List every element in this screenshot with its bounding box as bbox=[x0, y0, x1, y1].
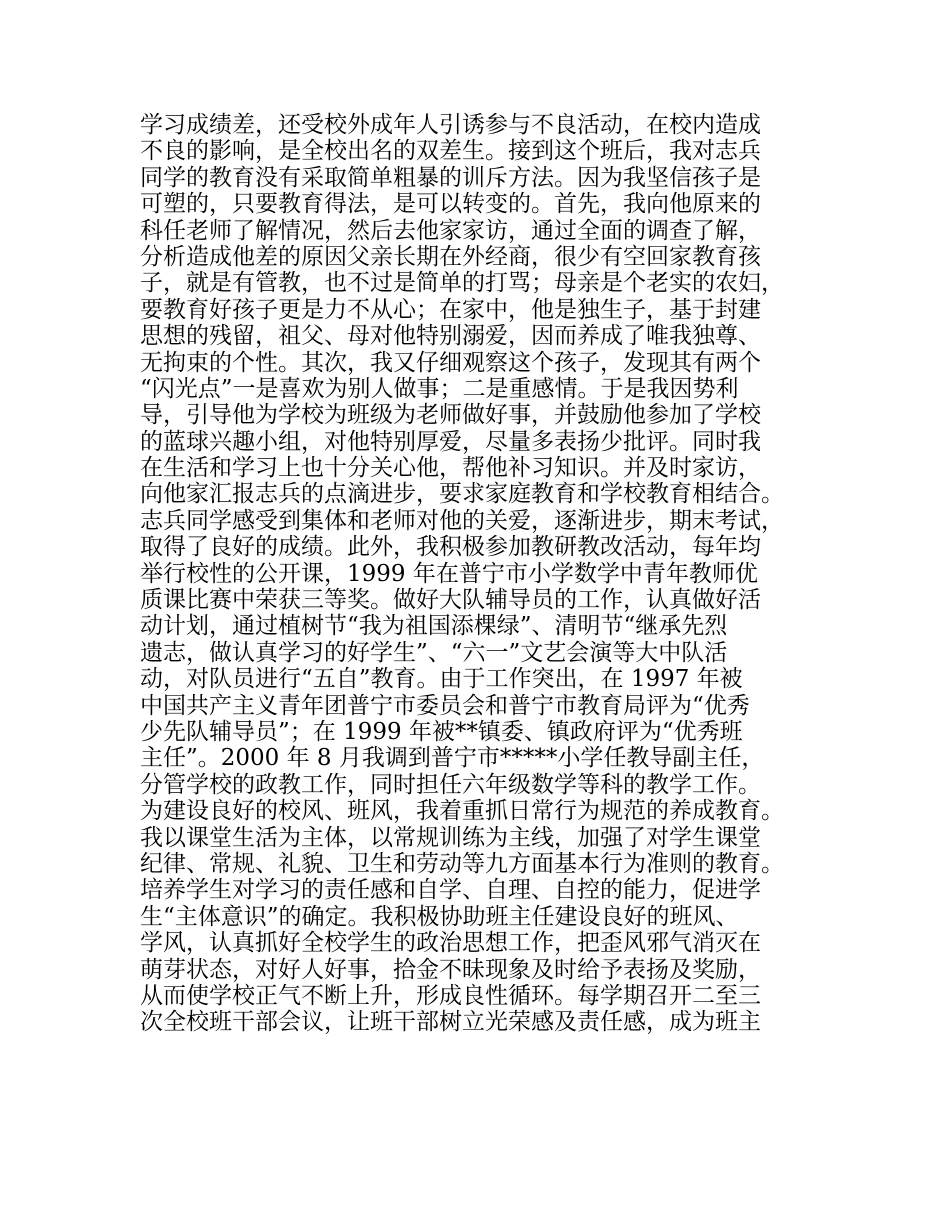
text-line: 思想的残留，祖父、母对他特别溺爱，因而养成了唯我独尊、 bbox=[140, 323, 761, 350]
text-line: 科任老师了解情况，然后去他家家访，通过全面的调查了解， bbox=[140, 217, 761, 244]
text-line: 中国共产主义青年团普宁市委员会和普宁市教育局评为“优秀 bbox=[140, 692, 750, 719]
text-line: 分管学校的政教工作，同时担任六年级数学等科的教学工作。 bbox=[140, 771, 761, 798]
text-line: 要教育好孩子更是力不从心；在家中，他是独生子，基于封建 bbox=[140, 296, 761, 323]
text-line: 主任”。2000 年 8 月我调到普宁市*****小学任教导副主任， bbox=[140, 745, 765, 772]
text-line: 纪律、常规、礼貌、卫生和劳动等九方面基本行为准则的教育。 bbox=[140, 850, 784, 877]
body-text bbox=[140, 112, 840, 1036]
text-line: 在生活和学习上也十分关心他，帮他补习知识。并及时家访， bbox=[140, 455, 761, 482]
text-line: “闪光点”一是喜欢为别人做事；二是重感情。于是我因势利 bbox=[140, 375, 739, 402]
text-line: 从而使学校正气不断上升，形成良性循环。每学期召开二至三 bbox=[140, 982, 761, 1009]
text-line: 志兵同学感受到集体和老师对他的关爱，逐渐进步，期末考试， bbox=[140, 507, 784, 534]
text-line: 动，对队员进行“五自”教育。由于工作突出，在 1997 年被 bbox=[140, 666, 743, 693]
text-line: 质课比赛中荣获三等奖。做好大队辅导员的工作，认真做好活 bbox=[140, 587, 761, 614]
text-line: 生“主体意识”的确定。我积极协助班主任建设良好的班风、 bbox=[140, 903, 739, 930]
text-line: 学习成绩差，还受校外成年人引诱参与不良活动，在校内造成 bbox=[140, 112, 761, 138]
text-line: 分析造成他差的原因父亲长期在外经商，很少有空回家教育孩 bbox=[140, 243, 761, 270]
text-line: 子，就是有管教，也不过是简单的打骂；母亲是个老实的农妇， bbox=[140, 270, 784, 297]
text-line: 无拘束的个性。其次，我又仔细观察这个孩子，发现其有两个 bbox=[140, 349, 761, 376]
text-line: 动计划，通过植树节“我为祖国添棵绿”、清明节“继承先烈 bbox=[140, 613, 728, 640]
text-line: 同学的教育没有采取简单粗暴的训斥方法。因为我坚信孩子是 bbox=[140, 164, 761, 191]
text-line: 为建设良好的校风、班风，我着重抓日常行为规范的养成教育。 bbox=[140, 798, 784, 825]
text-line: 遗志，做认真学习的好学生”、“六一”文艺会演等大中队活 bbox=[140, 639, 728, 666]
text-line: 萌芽状态，对好人好事，拾金不昧现象及时给予表扬及奖励， bbox=[140, 956, 761, 983]
text-line: 少先队辅导员”；在 1999 年被**镇委、镇政府评为“优秀班 bbox=[140, 718, 743, 745]
text-line: 培养学生对学习的责任感和自学、自理、自控的能力，促进学 bbox=[140, 877, 761, 904]
text-line: 举行校性的公开课，1999 年在普宁市小学数学中青年教师优 bbox=[140, 560, 758, 587]
text-line: 学风，认真抓好全校学生的政治思想工作，把歪风邪气消灭在 bbox=[140, 930, 761, 957]
text-line: 可塑的，只要教育得法，是可以转变的。首先，我向他原来的 bbox=[140, 191, 761, 218]
text-line: 向他家汇报志兵的点滴进步，要求家庭教育和学校教育相结合。 bbox=[140, 481, 784, 508]
text-line: 我以课堂生活为主体，以常规训练为主线，加强了对学生课堂 bbox=[140, 824, 761, 851]
text-line: 取得了良好的成绩。此外，我积极参加教研教改活动，每年均 bbox=[140, 534, 761, 561]
text-line: 导，引导他为学校为班级为老师做好事，并鼓励他参加了学校 bbox=[140, 402, 761, 429]
text-line: 次全校班干部会议，让班干部树立光荣感及责任感，成为班主 bbox=[140, 1009, 761, 1036]
text-line: 的蓝球兴趣小组，对他特别厚爱，尽量多表扬少批评。同时我 bbox=[140, 428, 761, 455]
text-line: 不良的影响，是全校出名的双差生。接到这个班后，我对志兵 bbox=[140, 138, 761, 165]
